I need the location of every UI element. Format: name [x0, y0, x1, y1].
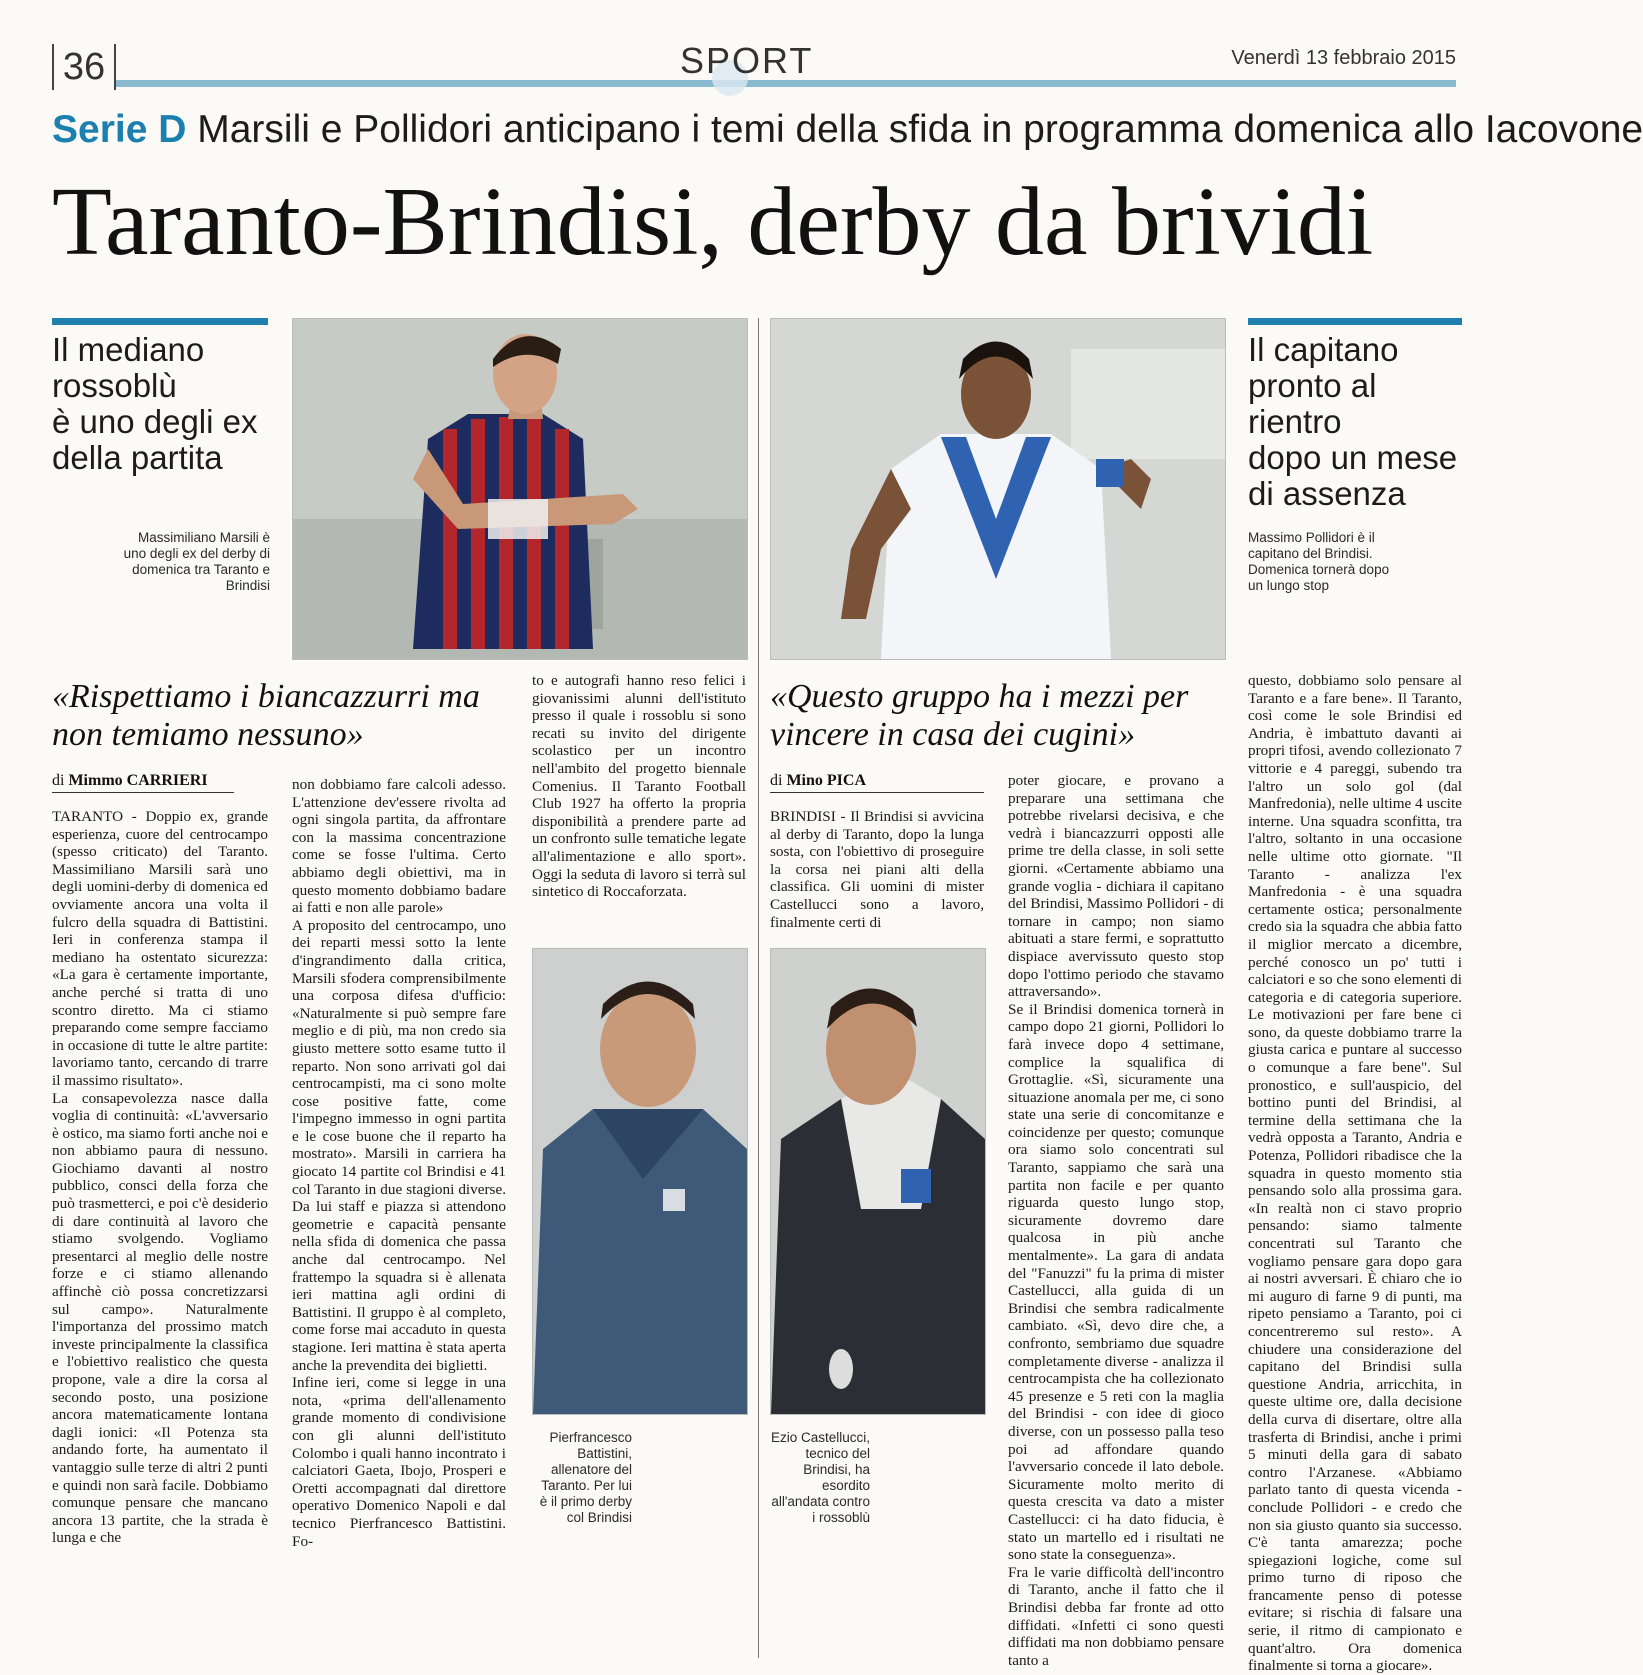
issue-date: Venerdì 13 febbraio 2015: [1231, 47, 1456, 69]
byline-prefix: di: [770, 772, 783, 789]
battistini-image: [533, 949, 747, 1414]
right-article-col-1: BRINDISI - Il Brindisi si avvicina al derby di Taranto, dopo la lunga sosta, con l'obiettivo di proseguire la corsa nei piani alti della classifica. Gli uomini di mister Castellucci sono a lavoro, finalmente certi di: [770, 808, 984, 931]
column-divider: [758, 318, 759, 1658]
right-article-byline: [770, 772, 984, 793]
page-number: 36: [52, 44, 116, 90]
castellucci-image: [771, 949, 985, 1414]
byline-author: Mino PICA: [786, 772, 867, 789]
kicker: [52, 108, 1643, 152]
byline-author: Mimmo CARRIERI: [68, 772, 208, 789]
photo-battistini: [532, 948, 748, 1415]
left-article-col-3: to e autografi hanno reso felici i giovanissimi alunni dell'istituto presso il quale i rossoblu si sono recati su invito del dirigente scolastico per un incontro nell'ambito del progetto biennale Comenius. Il Taranto Football Club 1927 ha offerto la propria disponibilità a prendere parte ad un confronto sulle tematiche legate all'alimentazione e allo sport». Oggi la seduta di lavoro si terrà sul sintetico di Roccaforzata.: [532, 672, 746, 901]
marsili-image: [293, 319, 747, 659]
caption-marsili: Massimiliano Marsili è uno degli ex del derby di domenica tra Taranto e Brindisi: [123, 530, 270, 593]
left-article-col-1: TARANTO - Doppio ex, grande esperienza, cuore del centrocampo (spesso criticato) del Taranto. Massimiliano Marsili sarà uno degli uomini-derby di domenica ed ovviamente ancora una volta il fulcro della squadra di Battistini. Ieri in conferenza stampa il mediano ha ostentato sicurezza: «La gara è certamente importante, anche perché si tratta di uno scontro diretto. Ma ci stiamo preparando come sempre facciamo in occasione di tutte le altre partite: lavoriamo tanto, cercando di trarre il massimo risultato». La consapevolezza nasce dalla voglia di continuità: «L'avversario è ostico, ma siamo forti anche noi e non abbiamo paura di nessuno. Giochiamo davanti al nostro pubblico, consci della forza che può trasmetterci, e poi c'è desiderio di dare continuità al lavoro che stiamo svolgendo. Vogliamo presentarci al meglio delle nostre forze e ci stiamo allenando affinchè ciò possa concretizzarsi sul campo». Naturalmente l'importanza del prossimo match investe principalmente la classifica e l'obiettivo realistico che questa propone, vale a dire la corsa al secondo posto, una posizione ancora matematicamente lontana dagli ionici: «Il Potenza sta andando forte, ha aumentato il vantaggio sulle terze di altri 2 punti e quindi non sarà facile. Dobbiamo comunque pensare che mancano ancora 13 partite, che la strada è lunga e che: [52, 808, 268, 1547]
caption-pollidori: Massimo Pollidori è il capitano del Brindisi. Domenica tornerà dopo un lungo stop: [1248, 530, 1390, 593]
photo-pollidori: [770, 318, 1226, 660]
right-article-col-3: questo, dobbiamo solo pensare al Taranto e a fare bene». Il Taranto, così come le sole Brindisi ed Andria, è imbattuto davanti ai propri tifosi, avendo collezionato 7 vittorie e 4 pareggi, subendo tra l'altro un solo gol (dal Manfredonia), nelle ultime 4 uscite interne. Una squadra sconfitta, tra l'altro, soltanto in una occasione nelle ultime otto giornate. "Il Taranto - analizza l'ex Manfredonia - è una squadra certamente ostica; personalmente credo sia la squadra che abbia fatto il miglior mercato a dicembre, perché conosco un po' tutti i calciatori e so che sono elementi di categoria e di categoria superiore. Le motivazioni per fare bene ci sono, da queste dobbiamo trarre la giusta carica e puntare al successo o comunque a fare bene". Sul pronostico, e sull'auspicio, del bottino punti del Brindisi, al termine della settimana che la vedrà opposta a Taranto, Andria e Potenza, Pollidori ribadisce che la squadra in questo momento stia pensando solo alla prossima gara. «In realtà non ci stavo proprio pensando: siamo talmente concentrati sul Taranto che vogliamo pensare gara dopo gara ai nostri avversari. È chiaro che io mi auguro di farne 9 di punti, ma ripeto pensiamo a Taranto, poi ci concentreremo sul resto». A chiudere una considerazione del capitano del Brindisi sulla questione Andria, arricchita, in queste ultime ore, dalla decisione della curva di disertare, oltre alla trasferta di Brindisi, anche i primi 5 minuti della gara di sabato contro l'Arzanese. «Abbiamo parlato tanto di questa vicenda - conclude Pollidori - e credo che non sia giusto quanto sia successo. C'è tanta amarezza; poche spiegazioni logiche, come sul primo turno di riposo che francamente penso di potesse evitare; si rischia di falsare una serie, il ritmo di campionato e quant'altro. Ora domenica finalmente si torna a giocare».: [1248, 672, 1462, 1675]
right-article-col-2: poter giocare, e provano a preparare una settimana che potrebbe rivelarsi decisiva, e che vedrà i biancazzurri opposti alle prime tre della classe, in soli sette giorni. «Certamente abbiamo una grande voglia - dichiara il capitano del Brindisi, Massimo Pollidori - di tornare in campo; non siamo abituati a stare fermi, e soprattutto dispiace avervissuto questo stop dopo l'ottimo periodo che stavamo attraversando». Se il Brindisi domenica tornerà in campo dopo 21 giorni, Pollidori lo farà invece dopo 4 settimane, complice la squalifica di Grottaglie. «Sì, sicuramente una situazione anomala per me, ci sono state una serie di concomitanze e coincidenze per questo; comunque ora siamo solo concentrati sul Taranto, sappiamo che sarà una partita non facile e per quanto riguarda questo lungo stop, sicuramente dovremo dare qualcosa in più anche mentalmente». La gara di andata del "Fanuzzi" fu la prima di mister Castellucci, alla guida di un Brindisi che sembra radicalmente cambiato. «Sì, devo dire che, a confronto, sembriamo due squadre completamente diverse - analizza il centrocampista che ha collezionato 45 presenze e 5 reti con la maglia del Brindisi - con idee di gioco diverse, con un possesso palla teso poi ad affondare quando l'avversario concede il lato debole. Sicuramente molto merito di questa crescita va dato a mister Castellucci: ci ha dato fiducia, è stato un martello ed i risultati ne sono state la conseguenza». Fra le varie difficoltà dell'incontro di Taranto, anche il fatto che il Brindisi debba far fronte ad otto diffidati. «Infetti ci sono questi diffidati ma non dobbiamo pensare tanto a: [1008, 772, 1225, 1669]
right-deck-rule: [1248, 318, 1462, 325]
left-article-col-2: non dobbiamo fare calcoli adesso. L'attenzione dev'essere rivolta ad ogni singola partita, da affrontare con la massima concentrazione come se fosse l'ultima. Certo abbiamo degli obiettivi, ma in questo momento dobbiamo badare ai fatti e non alle parole» A proposito del centrocampo, uno dei reparti messi sotto la lente d'ingrandimento dalla critica, Marsili sfodera comprensibilmente una corposa difesa d'ufficio: «Naturalmente si può sempre fare meglio e di più, ma non credo sia giusto mettere sotto esame tutto il reparto. Non sono arrivati gol dai centrocampisti, ma ci sono molte cose positive fatte, come l'impegno immesso in ogni partita e le cose buone che il reparto ha mostrato». Marsili in carriera ha giocato 14 partite col Brindisi e 41 col Taranto in due stagioni diverse. Da lui staff e piazza si attendono geometrie e capacità pensante nella sfida di domenica che passa anche dal centrocampo. Nel frattempo la squadra si è allenata ieri mattina agli ordini di Battistini. Il gruppo è al completo, come forse mai accaduto in questa stagione. Ieri mattina è stata aperta anche la prevendita dei biglietti. Infine ieri, come si legge in una nota, «prima dell'allenamento grande momento di condivisione con gli alunni dell'istituto Colombo i quali hanno incontrato i calciatori Gaeta, Ibojo, Prosperi e Oretti accompagnati dal direttore operativo Domenico Napoli e dal tecnico Pierfrancesco Battistini. Fo-: [292, 776, 506, 1550]
right-article-quote: «Questo gruppo ha i mezzi per vincere in casa dei cugini»: [770, 678, 1189, 753]
caption-castellucci: Ezio Castellucci, tecnico del Brindisi, ha esordito all'andata contro i rossoblù: [770, 1430, 870, 1525]
pollidori-image: [771, 319, 1225, 659]
left-deck-rule: [52, 318, 268, 325]
right-deck: Il capitano pronto al rientro dopo un mese di assenza: [1248, 331, 1458, 512]
headline: Taranto-Brindisi, derby da brividi: [52, 168, 1374, 276]
byline-prefix: di: [52, 772, 65, 789]
left-deck: Il mediano rossoblù è uno degli ex della partita: [52, 331, 258, 476]
left-article-byline: [52, 772, 234, 793]
photo-castellucci: [770, 948, 986, 1415]
caption-battistini: Pierfrancesco Battistini, allenatore del Taranto. Per lui è il primo derby col Brindisi: [539, 1430, 632, 1525]
kicker-text: Marsili e Pollidori anticipano i temi della sfida in programma domenica allo Iacovone: [197, 108, 1643, 151]
kicker-label: Serie D: [52, 108, 187, 151]
photo-marsili: [292, 318, 748, 660]
section-title: SPORT: [680, 40, 814, 81]
left-article-quote: «Rispettiamo i biancazzurri ma non temiamo nessuno»: [52, 678, 480, 753]
